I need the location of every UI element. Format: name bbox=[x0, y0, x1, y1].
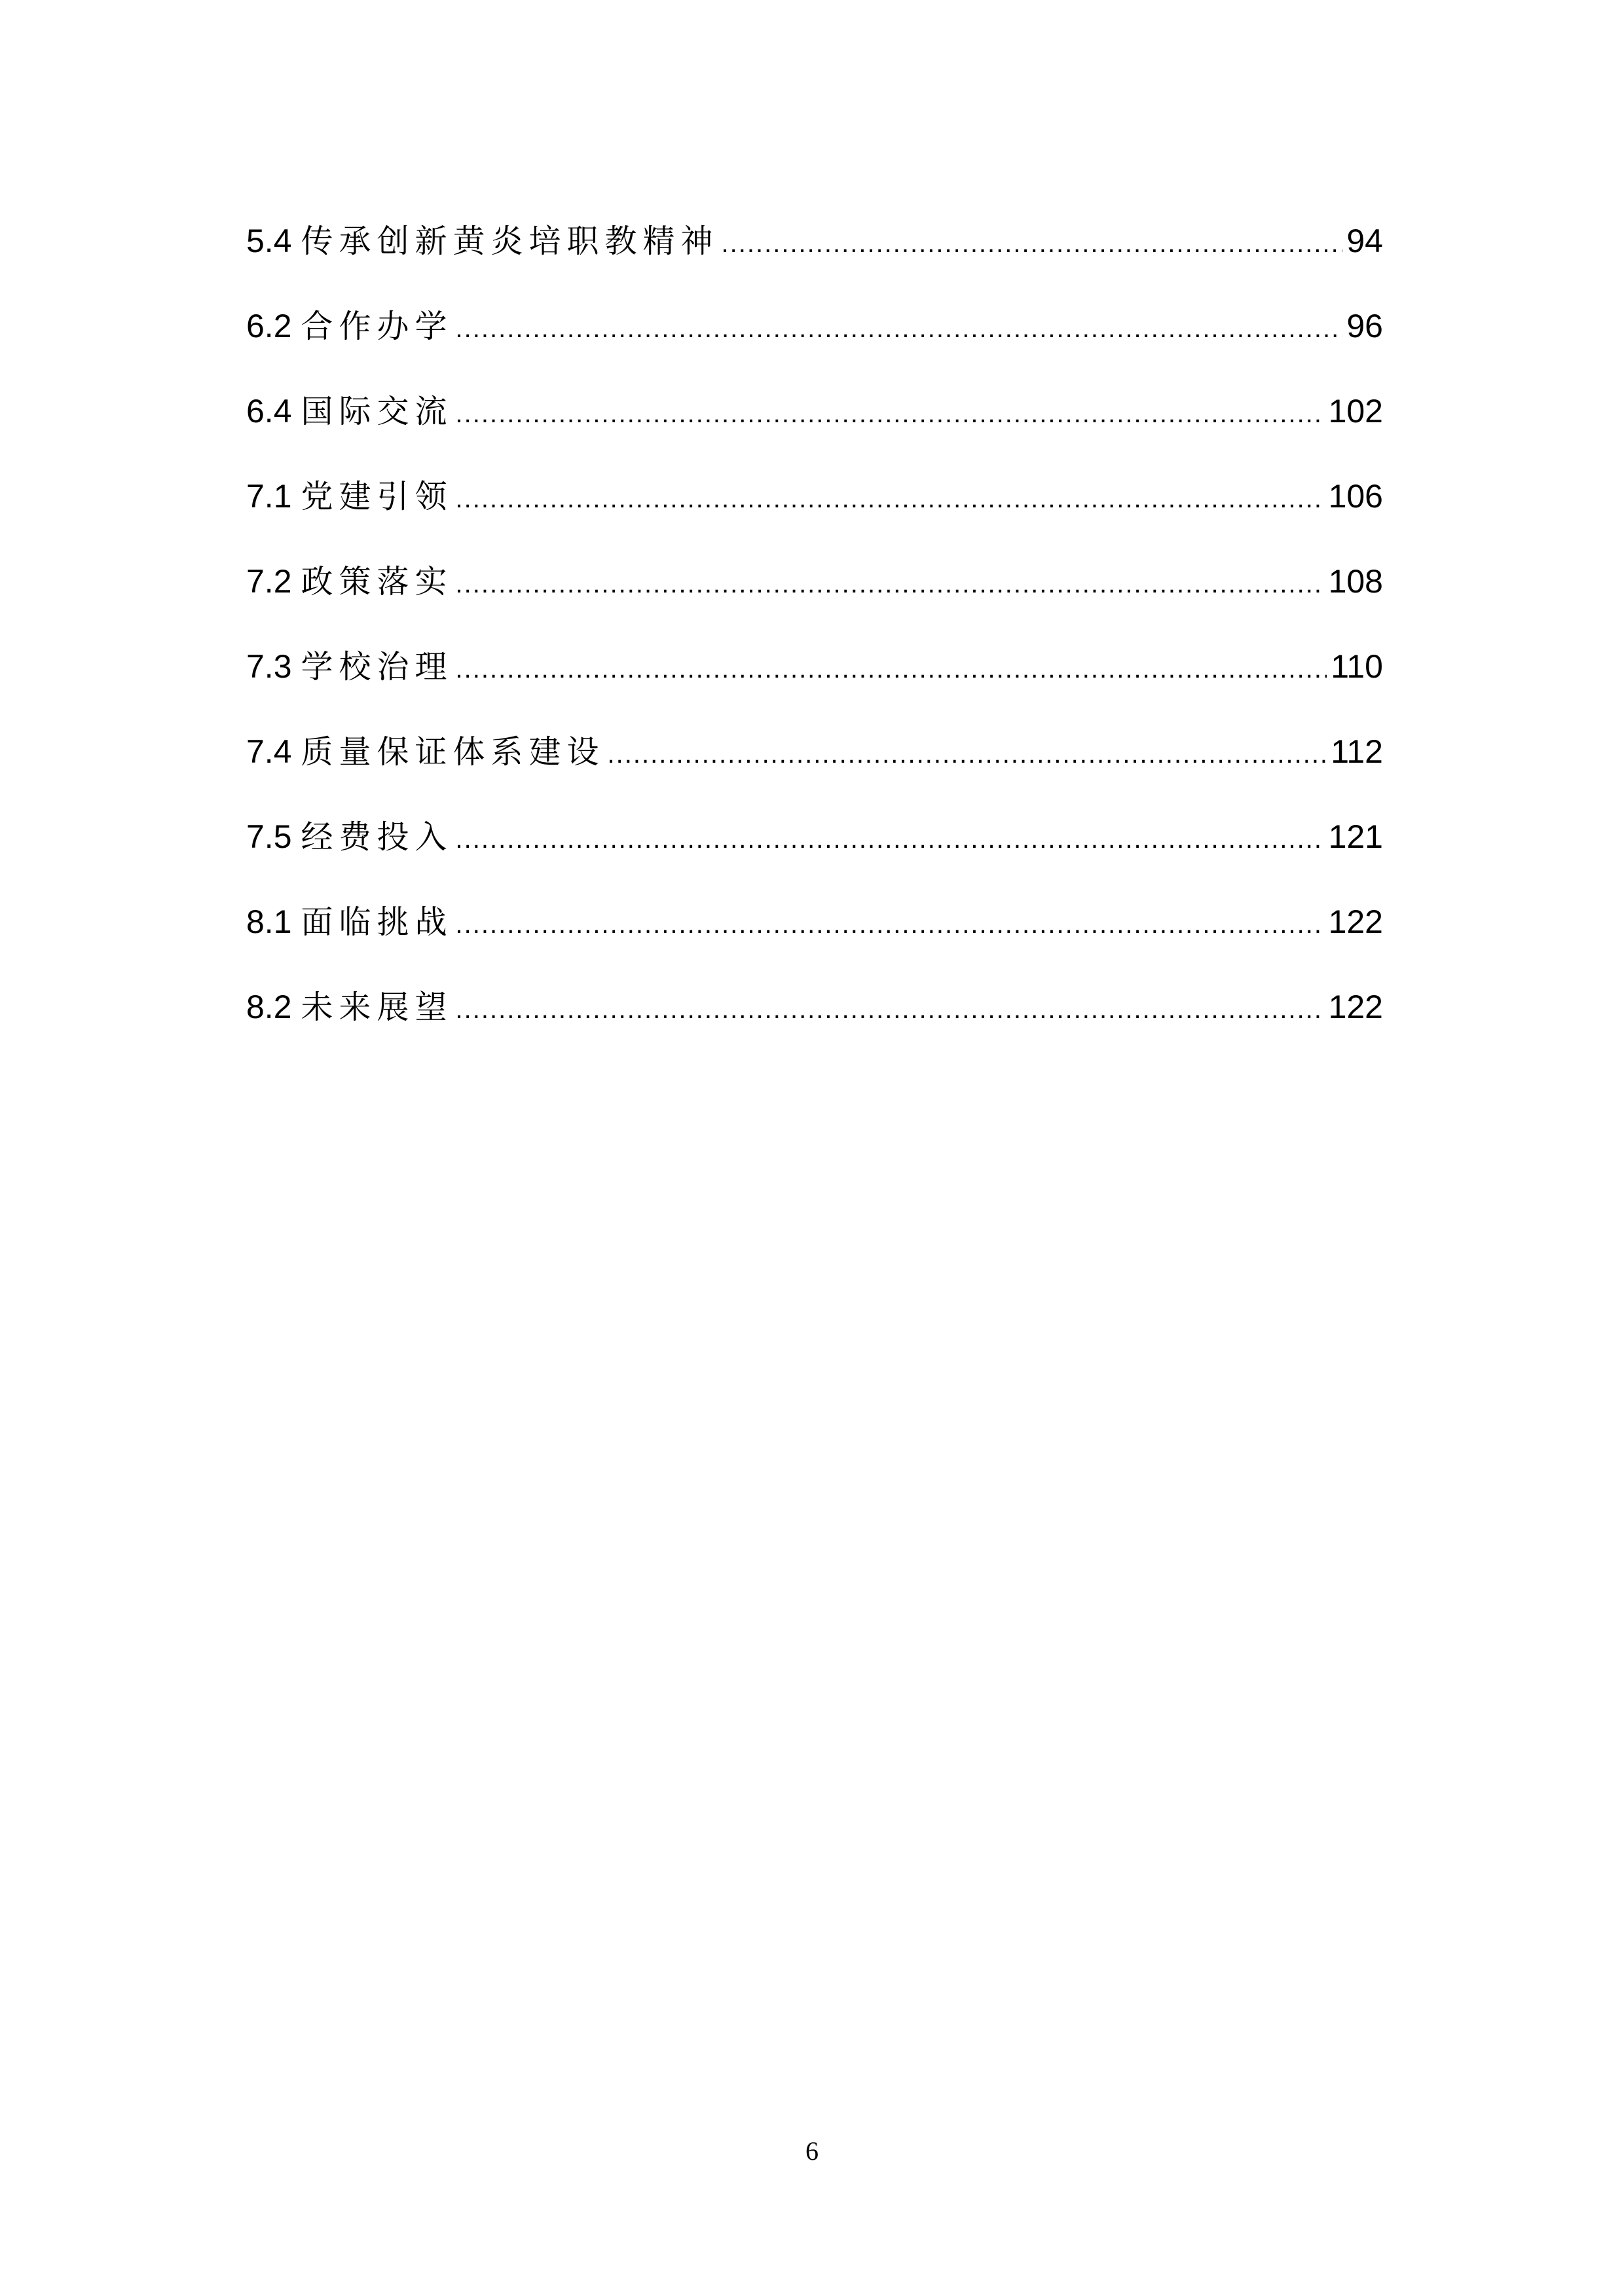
toc-entry-page: 112 bbox=[1331, 733, 1383, 770]
toc-entry-title: 质量保证体系建设 bbox=[301, 733, 605, 771]
toc-dot-leader bbox=[608, 725, 1327, 784]
toc-entry[interactable] bbox=[246, 807, 1383, 892]
toc-entry[interactable] bbox=[246, 722, 1383, 807]
toc-entry-number: 8.2 bbox=[246, 989, 292, 1025]
toc-entry[interactable] bbox=[246, 552, 1383, 637]
toc-entry-page: 110 bbox=[1331, 648, 1383, 685]
toc-entry-page: 94 bbox=[1346, 223, 1383, 259]
toc-entry[interactable] bbox=[246, 297, 1383, 382]
page-number: 6 bbox=[805, 2136, 819, 2166]
toc-entry[interactable] bbox=[246, 977, 1383, 1063]
toc-entry-number: 8.1 bbox=[246, 903, 292, 940]
toc-entry-title: 合作办学 bbox=[301, 308, 453, 345]
toc-dot-leader bbox=[722, 214, 1343, 273]
toc-entry-title: 未来展望 bbox=[301, 989, 453, 1026]
toc-entry-title: 党建引领 bbox=[301, 478, 453, 515]
toc-entry-title: 学校治理 bbox=[301, 648, 453, 685]
table-of-contents bbox=[246, 211, 1383, 1063]
toc-entry-title: 政策落实 bbox=[301, 563, 453, 600]
toc-dot-leader bbox=[456, 299, 1343, 358]
toc-entry-number: 6.4 bbox=[246, 393, 292, 429]
toc-entry[interactable] bbox=[246, 467, 1383, 552]
toc-entry-number: 7.1 bbox=[246, 478, 292, 515]
toc-entry[interactable] bbox=[246, 892, 1383, 977]
toc-dot-leader bbox=[456, 555, 1325, 613]
toc-entry-title: 国际交流 bbox=[301, 393, 453, 430]
toc-entry-number: 6.2 bbox=[246, 308, 292, 344]
toc-entry-page: 96 bbox=[1346, 308, 1383, 344]
toc-entry-number: 7.3 bbox=[246, 648, 292, 685]
toc-entry-title: 面临挑战 bbox=[301, 903, 453, 941]
toc-entry-page: 102 bbox=[1328, 393, 1383, 429]
toc-entry-number: 5.4 bbox=[246, 223, 292, 259]
toc-entry-number: 7.2 bbox=[246, 563, 292, 600]
toc-entry-number: 7.4 bbox=[246, 733, 292, 770]
toc-entry-title: 经费投入 bbox=[301, 818, 453, 856]
toc-dot-leader bbox=[456, 469, 1325, 528]
toc-entry-page: 106 bbox=[1328, 478, 1383, 515]
toc-dot-leader bbox=[456, 384, 1325, 443]
toc-entry-page: 108 bbox=[1328, 563, 1383, 600]
toc-dot-leader bbox=[456, 640, 1327, 699]
toc-dot-leader bbox=[456, 895, 1325, 954]
toc-dot-leader bbox=[456, 980, 1325, 1039]
toc-entry[interactable] bbox=[246, 637, 1383, 722]
toc-entry[interactable] bbox=[246, 382, 1383, 467]
toc-entry[interactable] bbox=[246, 211, 1383, 297]
toc-entry-number: 7.5 bbox=[246, 818, 292, 855]
toc-entry-page: 121 bbox=[1328, 818, 1383, 855]
toc-entry-page: 122 bbox=[1328, 989, 1383, 1025]
toc-entry-title: 传承创新黄炎培职教精神 bbox=[301, 223, 719, 260]
toc-entry-page: 122 bbox=[1328, 903, 1383, 940]
toc-dot-leader bbox=[456, 810, 1325, 869]
